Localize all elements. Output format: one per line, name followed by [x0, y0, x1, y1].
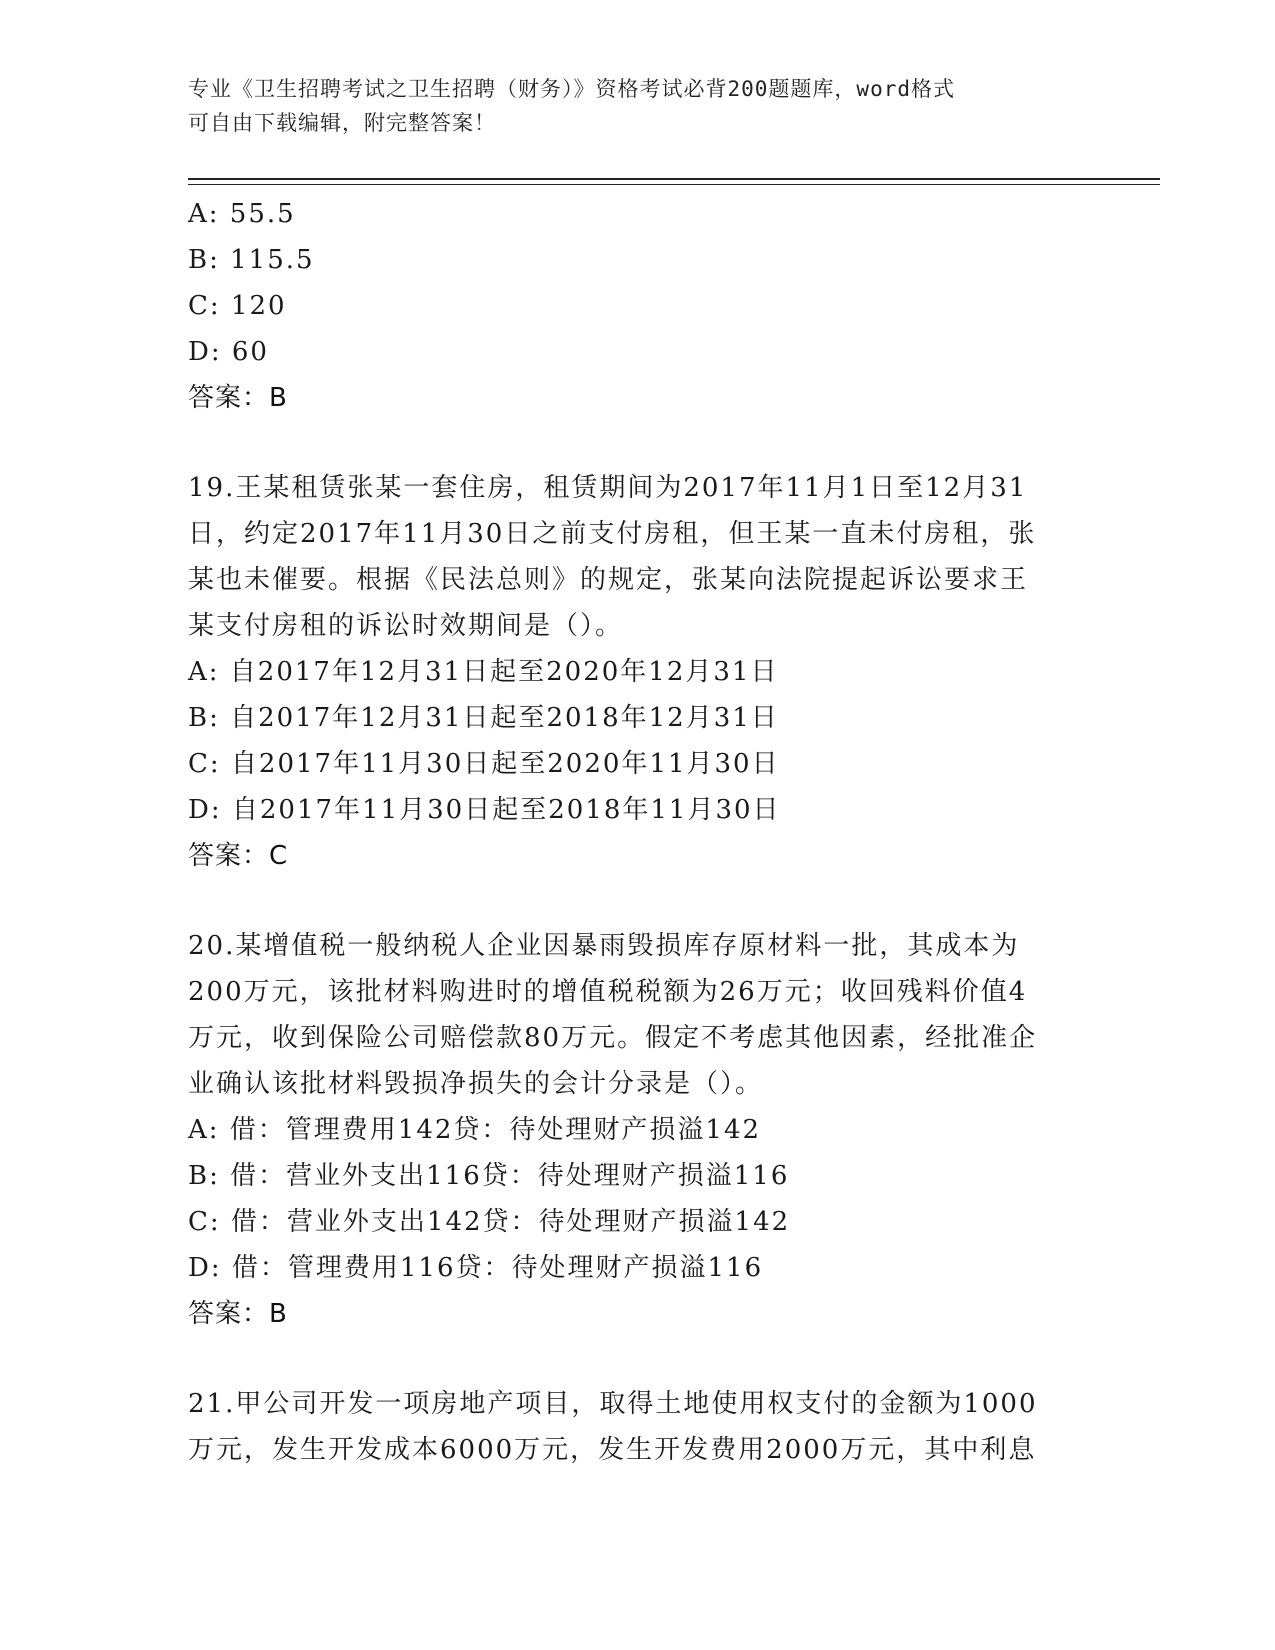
question-19	[188, 465, 1088, 879]
header-divider	[188, 178, 1160, 180]
header-divider-thin	[188, 184, 1160, 185]
option-d: D: 60	[188, 337, 269, 367]
option-c: C: 自2017年11月30日起至2020年11月30日	[188, 749, 780, 779]
question-stem-line: 21.甲公司开发一项房地产项目，取得土地使用权支付的金额为1000	[188, 1389, 1038, 1419]
question-stem-line: 20.某增值税一般纳税人企业因暴雨毁损库存原材料一批，其成本为	[188, 931, 1020, 961]
question-20	[188, 923, 1088, 1337]
option-d: D: 自2017年11月30日起至2018年11月30日	[188, 795, 781, 825]
spacer	[188, 421, 1088, 465]
question-stem-line: 日，约定2017年11月30日之前支付房租，但王某一直未付房租，张	[188, 519, 1037, 549]
option-a: A: 自2017年12月31日起至2020年12月31日	[188, 657, 779, 687]
question-19-answer: 答案：C	[188, 841, 289, 871]
page-header	[188, 72, 1088, 140]
spacer	[188, 1337, 1088, 1381]
spacer	[188, 879, 1088, 923]
question-stem-line: 200万元，该批材料购进时的增值税税额为26万元；收回残料价值4	[188, 977, 1028, 1007]
header-title-line-1: 专业《卫生招聘考试之卫生招聘（财务）》资格考试必背200题题库，word格式	[188, 77, 955, 101]
option-a: A: 55.5	[188, 199, 296, 229]
option-b: B: 自2017年12月31日起至2018年12月31日	[188, 703, 779, 733]
question-stem-line: 万元，收到保险公司赔偿款80万元。假定不考虑其他因素，经批准企	[188, 1023, 1038, 1053]
option-b: B: 借：营业外支出116贷：待处理财产损溢116	[188, 1161, 790, 1191]
header-title-line-2: 可自由下载编辑，附完整答案！	[188, 111, 496, 135]
question-18-answer: 答案：B	[188, 383, 288, 413]
question-18-options	[188, 191, 1088, 375]
question-stem-line: 万元，发生开发成本6000万元，发生开发费用2000万元，其中利息	[188, 1435, 1037, 1465]
option-d: D: 借：管理费用116贷：待处理财产损溢116	[188, 1253, 764, 1283]
option-c: C: 120	[188, 291, 287, 321]
question-list	[188, 191, 1088, 1473]
question-21	[188, 1381, 1088, 1473]
option-c: C: 借：营业外支出142贷：待处理财产损溢142	[188, 1207, 791, 1237]
question-stem-line: 某也未催要。根据《民法总则》的规定，张某向法院提起诉讼要求王	[188, 565, 1029, 595]
question-stem-line: 业确认该批材料毁损净损失的会计分录是（）。	[188, 1069, 764, 1099]
question-stem-line: 19.王某租赁张某一套住房，租赁期间为2017年11月1日至12月31	[188, 473, 1028, 503]
option-a: A: 借：管理费用142贷：待处理财产损溢142	[188, 1115, 762, 1145]
question-stem-line: 某支付房租的诉讼时效期间是（）。	[188, 611, 624, 641]
option-b: B: 115.5	[188, 245, 315, 275]
question-20-answer: 答案：B	[188, 1299, 288, 1329]
